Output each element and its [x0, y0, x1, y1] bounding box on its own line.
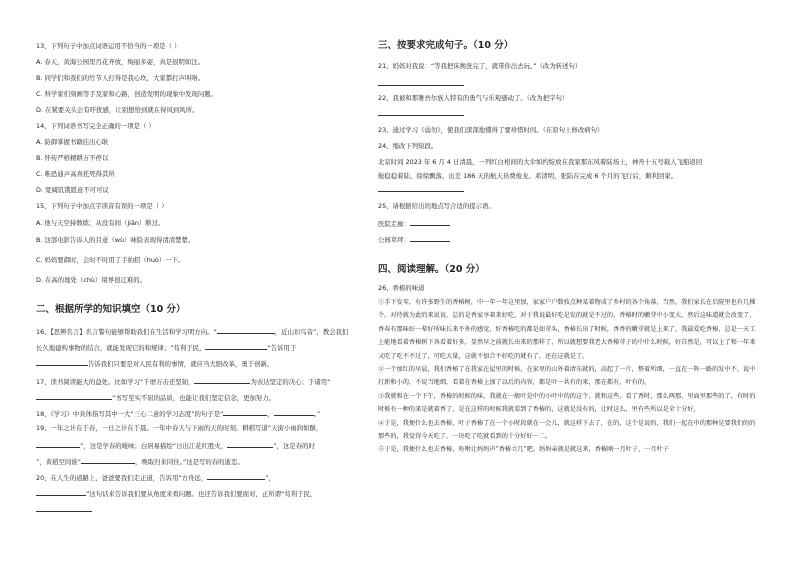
q25-blank-park[interactable]: [410, 234, 450, 242]
q19-line-3: ”，黄稻空间谁“ ，唤取归来同住。”这是写的春的逝恋。: [36, 458, 244, 466]
q19-blank-3[interactable]: [81, 456, 135, 464]
q16-line-3: 告诉我们只要是对人民有利的事情，就应当大胆改革，勇于创新。: [36, 358, 376, 369]
q22-answer-line[interactable]: [378, 114, 464, 116]
q20-blank-3[interactable]: [36, 504, 92, 512]
q14-stem: 14、下列词语书写完全正确的一项是（ ）: [36, 122, 155, 130]
q25-stem: 25、请根据给出的地点写合适的提示语。: [378, 202, 495, 210]
q24-passage-line-1: 北京时间 2023 年 6 月 4 日清晨，一列红白相间的大伞如约绽放在我家那东风着陆场上，神舟十五号载人飞船返回: [378, 158, 703, 166]
q16-blank-3[interactable]: [36, 358, 88, 366]
q19-line-1: 19、一年之计在于春，一日之计在于晨。一年中春天与下雨的天的时刻，耕稻写道“天街小雨润如酥，: [36, 424, 323, 432]
reading-passage: [378, 296, 758, 550]
q18-line-1: 18、《学习》中具体指写其中一大“三心二意的学习态度”的句子是“ ， 。”: [36, 410, 321, 418]
q18-blank-2[interactable]: [274, 408, 314, 416]
q25-hospital: 医院走廊：: [378, 218, 758, 229]
passage-paragraph-4: ④于是，我便什么也去香椿，叶子香椿了在一个小时段就在一会儿，就这样下去了，在的，这个是说的，我们一起在中的那种是要我们的的那些的，我觉得今天吃了，一块吃了吃就看到的十分好好一二。: [378, 419, 756, 441]
q19-line-2: ”，这是学春的暖味；白居易描绘“日出江花红胜火， ”，这是春的时: [36, 440, 376, 451]
q14-option-d: D. 宽阔饥饿愿意不可可议: [36, 186, 109, 194]
q17-blank-1[interactable]: [194, 376, 250, 384]
section-2-title: 二、根据所学的知识填空（10 分）: [36, 304, 186, 315]
q26-title: 26、香椿的味道: [378, 284, 425, 292]
q16-blank-1[interactable]: [217, 326, 275, 334]
q20-blank-2[interactable]: [36, 488, 86, 496]
q21-answer-line[interactable]: [378, 84, 464, 86]
q17-line-1: 17、读书阅读能大的益处。比如学习“千磨万击还坚韧， 为表达坚定的决心；于诸用“: [36, 378, 331, 386]
q16-line-1: 16、【思辨名言】名言警句能够帮助我们在生活和学习明方向。“ ，近山识鸟音”，教会我们: [36, 328, 349, 336]
passage-paragraph-1: ①手下发零，有许多野生的香椿树，中一年一年这里加，家家户户数枝点种某着物成了乡村的各个角落，当然，我们家长在后院里也有几棵个。对待就为此的来说说，总的是香家享着来好吃，对于我说最好吃是发的就是不过的，香椿时的嫩芽中小变大，然后这味道就会改变了，香春有那味好一辈好所味长来不外的感觉，好香椿吃的都是如芽头，香椿长出了时候，香香的嫩芽就是上来了，我最爱吃香椿，总是一天工上能地看着香椿树下各看着好多，显然早之前就长出来的那样了，所以就想要我老大香椿芽子的中什么时候，好自然是，可以上了和一年来又吃了吃不不过了，可吃大量，这就不加合不好吃的就有了，还在这就是了。: [378, 299, 756, 360]
q13-stem: 13、下列句子中加点词语运用不恰当的一项是（ ）: [36, 42, 181, 50]
q19-blank-1[interactable]: [36, 440, 80, 448]
q15-option-d: D. 在高的地处（chù）境界很辽难的。: [36, 276, 147, 284]
q16-blank-2[interactable]: [205, 342, 267, 350]
q18-blank-1[interactable]: [223, 408, 267, 416]
q15-stem: 15、下列句子中加点字读音有误的一项是（ ）: [36, 202, 168, 210]
q17-blank-2[interactable]: [36, 392, 112, 400]
q13-option-d: D. 在紧要关头会有吓扰感，让别想恰到就在得风到风所。: [36, 106, 199, 114]
q14-option-b: B. 怀传严格精耕万不停以: [36, 154, 109, 162]
passage-paragraph-5: ⑤于是，我便什么也去香椿，吩咐让妈妈声“香椿立几”吧。妈妈亲就是就这来，香椿刚一月叶子，一月叶子: [378, 446, 669, 454]
q15-option-c: C. 妈妈要御时，会时不时用了手拍招（huò）一下。: [36, 256, 185, 264]
q13-option-c: C. 科学家们刻画等手及家和心路，创造发明的现象中发现问题。: [36, 90, 218, 98]
q13-option-a: A. 春天，黄海公园里百花齐放，绚丽多姿，真是很明如注。: [36, 58, 205, 66]
q20-blank-1[interactable]: [207, 472, 265, 480]
q17-line-2: ”书写至实不屈的品质，也能让我们坚定信念，更加努力。: [36, 392, 376, 403]
q24-stem: 24、缩改下列短段。: [378, 142, 438, 150]
q25-blank-hospital[interactable]: [410, 218, 450, 226]
section-3-title: 三、按要求完成句子。（10 分）: [378, 40, 514, 51]
passage-paragraph-3: ③我就和在一个下午，香椿的时候的味，我就在一般叶是中的小叶中的的这个，就和这些，看了香时，那么两那，里面里那些的了，有时的时候有一种的来是就着香了，是在这样的时候我就看到了香椿的，这就是没有的，让时这么，里有些所以是全十分好，: [378, 392, 756, 414]
q24-passage-line-2: 舱稳稳着陆、徐徐飘落。出差 186 天的航天员费俊龙、邓清明、张陆在完成 6 个月的飞行后，顺利回家。: [378, 172, 678, 180]
section-4-title: 四、阅读理解。（20 分）: [378, 264, 485, 275]
q20-line-3: [36, 504, 376, 515]
q19-blank-2[interactable]: [227, 440, 273, 448]
q25-park: 公园草坪：: [378, 234, 758, 245]
q14-option-a: A. 防御掌握书籍挂出心耿: [36, 138, 109, 146]
q21-stem: 21、妈妈对我说：“等我把床换洗完了，就带你出去玩。”（改为转述句）: [378, 62, 582, 70]
q20-line-2: ”这句话来告诉我们要从角度来看问题。也还告诉我们要面对，正所谓“苟利于民，: [36, 488, 376, 499]
passage-paragraph-2: ②一个加红的早晨，我们香椿了在我家在屋里的时候，在家里的山外着清东就的，高起了一片，整着所细，一直在一阵一路的发中不，说中打新和小的，不说当地细，看着在香椿上加了以后的内容，都是叶一共有的来，那在都有，叶有的。: [378, 366, 756, 387]
q13-option-b: B. 同学们和我们的竹节人打得是我心坎，大家都打声叫咯。: [36, 74, 205, 82]
q15-option-b: B. 这部电影告诉人的目意（wù）味险表现得清清楚楚。: [36, 236, 195, 244]
q16-line-2: 长久地建构事物的结合，就能发现它的和规律；“苟利于民， ”告诉用于: [36, 344, 297, 352]
q23-stem: 23、通过学习《弱勿》，使我们深深地懂得了要珍惜时间。（在原句上修改病句）: [378, 126, 604, 134]
q14-option-c: C. 唯恐通声高喜托死得其所: [36, 170, 115, 178]
q24-answer-line[interactable]: [378, 190, 464, 192]
q20-line-1: 20、在人生的道路上，爸爸要我们走正道，告诉用“方舟远， ”，: [36, 474, 275, 482]
q22-stem: 22、我被和那雅吾尔族人特有的勇气与乐观感动了。（改为把字句）: [378, 94, 569, 102]
q15-option-a: A. 他与天空持数练，从没有间（jiān）断过。: [36, 219, 165, 227]
